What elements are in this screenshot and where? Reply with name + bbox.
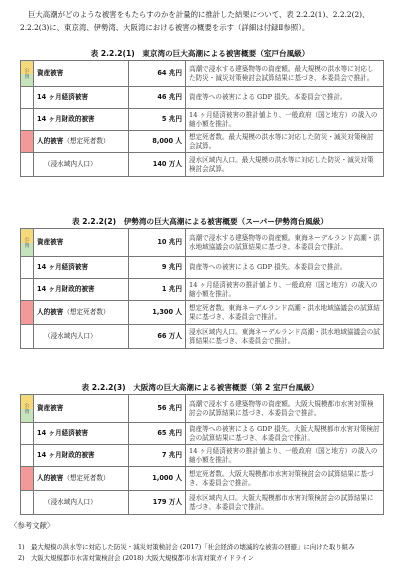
value: 179 万人 bbox=[129, 491, 186, 515]
table-3 bbox=[20, 394, 384, 515]
note: 14 ヶ月経済被害の推計値より、一般政府（国と地方）の歳入の縮小額を推計。 bbox=[186, 445, 384, 467]
item-label: 人的被害（想定死者数） bbox=[34, 467, 129, 491]
value: 56 兆円 bbox=[129, 395, 186, 423]
item-label: 14 ヶ月財政的被害 bbox=[34, 109, 129, 131]
table-row bbox=[21, 257, 384, 279]
note: 想定死者数。最大規模の洪水等に対応した防災・減災対策検討会試算。 bbox=[186, 131, 384, 153]
note: 高潮で浸水する建築物等の資産額。大阪大規模都市水害対策検討会の試算結果に基づき、本委員会で推計。 bbox=[186, 395, 384, 423]
table-1 bbox=[20, 60, 384, 177]
category-marker bbox=[21, 491, 34, 515]
value: 46 兆円 bbox=[129, 87, 186, 109]
value: 140 万人 bbox=[129, 153, 186, 177]
table-row bbox=[21, 229, 384, 257]
category-marker: 公 資 bbox=[21, 229, 34, 257]
table-row bbox=[21, 131, 384, 153]
table-row bbox=[21, 491, 384, 515]
item-label: 資産被害 bbox=[34, 61, 129, 87]
note: 高潮で浸水する建築物等の資産額。最大規模の洪水等に対応した防災・減災対策検討会試算結果に基づき、本委員会で推計。 bbox=[186, 61, 384, 87]
note: 14 ヶ月経済被害の推計値より、一般政府（国と地方）の歳入の縮小額を推計。 bbox=[186, 279, 384, 301]
value: 8,000 人 bbox=[129, 131, 186, 153]
note: 高潮で浸水する建築物等の資産額。東海ネーデルランド高潮・洪水地域協議会の試算結果に基づき、本委員会で推計。 bbox=[186, 229, 384, 257]
table-row bbox=[21, 279, 384, 301]
table-row bbox=[21, 301, 384, 325]
category-marker bbox=[21, 131, 34, 153]
references-title: 〈参考文献〉 bbox=[10, 521, 55, 530]
item-label: 14 ヶ月経済被害 bbox=[34, 257, 129, 279]
value: 9 兆円 bbox=[129, 257, 186, 279]
note: 浸水区域内人口。東海ネーデルランド高潮・洪水地域協議会の試算結果に基づき、本委員会で推計。 bbox=[186, 325, 384, 349]
item-label: 14 ヶ月財政的被害 bbox=[34, 445, 129, 467]
category-marker bbox=[21, 257, 34, 279]
item-label: 人的被害（想定死者数） bbox=[34, 301, 129, 325]
item-label: 14 ヶ月経済被害 bbox=[34, 423, 129, 445]
value: 1 兆円 bbox=[129, 279, 186, 301]
category-marker bbox=[21, 87, 34, 109]
table-3-caption: 表 2.2.2(3) 大阪湾の巨大高潮による被害概要（第 2 室戸台風級） bbox=[81, 383, 319, 392]
references-list bbox=[18, 542, 398, 564]
item-label: 14 ヶ月経済被害 bbox=[34, 87, 129, 109]
note: 14 ヶ月経済被害の推計値より、一般政府（国と地方）の歳入の縮小額を推計。 bbox=[186, 109, 384, 131]
value: 65 兆円 bbox=[129, 423, 186, 445]
reference-item: 2) 大阪大規模都市水害対策検討会 (2018) 大阪大規模都市水害対策ガイドライン bbox=[18, 554, 254, 562]
item-label: 14 ヶ月財政的被害 bbox=[34, 279, 129, 301]
table-row bbox=[21, 87, 384, 109]
intro-paragraph: 巨大高潮がどのような被害をもたらすのかを計量的に推計した結果について、表 2.2.2(1)、2.2.2(2)、2.2.2(3)に、東京湾、伊勢湾、大阪湾における被害の概要を示す（詳細は付録Ⅱ参照）。 bbox=[20, 10, 370, 32]
category-marker bbox=[21, 279, 34, 301]
note: 資産等への被害による GDP 損失。本委員会で推計。 bbox=[186, 87, 384, 109]
table-row bbox=[21, 325, 384, 349]
item-label: 資産被害 bbox=[34, 229, 129, 257]
item-label: （浸水域内人口） bbox=[34, 153, 129, 177]
table-row bbox=[21, 467, 384, 491]
table-row bbox=[21, 445, 384, 467]
value: 64 兆円 bbox=[129, 61, 186, 87]
value: 66 万人 bbox=[129, 325, 186, 349]
category-marker bbox=[21, 325, 34, 349]
item-label: 資産被害 bbox=[34, 395, 129, 423]
note: 浸水区域内人口。大阪大規模都市水害対策検討会の試算結果に基づき、本委員会で推計。 bbox=[186, 491, 384, 515]
value: 10 兆円 bbox=[129, 229, 186, 257]
category-marker bbox=[21, 109, 34, 131]
value: 5 兆円 bbox=[129, 109, 186, 131]
value: 1,300 人 bbox=[129, 301, 186, 325]
category-marker bbox=[21, 301, 34, 325]
note: 浸水区域内人口。最大規模の洪水等に対応した防災・減災対策検討会試算。 bbox=[186, 153, 384, 177]
note: 想定死者数。大阪大規模都市水害対策検討会の試算結果に基づき、本委員会で推計。 bbox=[186, 467, 384, 491]
table-row bbox=[21, 153, 384, 177]
item-label: （浸水域内人口） bbox=[34, 325, 129, 349]
category-marker bbox=[21, 423, 34, 445]
value: 7 兆円 bbox=[129, 445, 186, 467]
table-2-caption: 表 2.2.2(2) 伊勢湾の巨大高潮による被害概要（スーパー伊勢湾台風級） bbox=[72, 217, 328, 226]
table-1-caption: 表 2.2.2(1) 東京湾の巨大高潮による被害概要（室戸台風級） bbox=[90, 49, 310, 58]
item-label: 人的被害（想定死者数） bbox=[34, 131, 129, 153]
table-row bbox=[21, 61, 384, 87]
table-row bbox=[21, 395, 384, 423]
category-marker bbox=[21, 153, 34, 177]
value: 1,000 人 bbox=[129, 467, 186, 491]
category-marker: 公 資 bbox=[21, 61, 34, 87]
category-marker bbox=[21, 445, 34, 467]
table-row bbox=[21, 109, 384, 131]
note: 資産等への被害による GDP 損失。大阪大規模都市水害対策検討会の試算結果に基づき、本委員会で推計。 bbox=[186, 423, 384, 445]
category-marker: 公 資 bbox=[21, 395, 34, 423]
reference-item: 1) 最大規模の洪水等に対応した防災・減災対策検討会 (2017)「社会経済の壊滅的な被害の回避」に向けた取り組み bbox=[18, 543, 355, 551]
item-label: （浸水域内人口） bbox=[34, 491, 129, 515]
note: 想定死者数。東海ネーデルランド高潮・洪水地域協議会の試算結果に基づき、本委員会で推計。 bbox=[186, 301, 384, 325]
note: 資産等への被害による GDP 損失。本委員会で推計。 bbox=[186, 257, 384, 279]
table-row bbox=[21, 423, 384, 445]
table-2 bbox=[20, 228, 384, 349]
category-marker bbox=[21, 467, 34, 491]
